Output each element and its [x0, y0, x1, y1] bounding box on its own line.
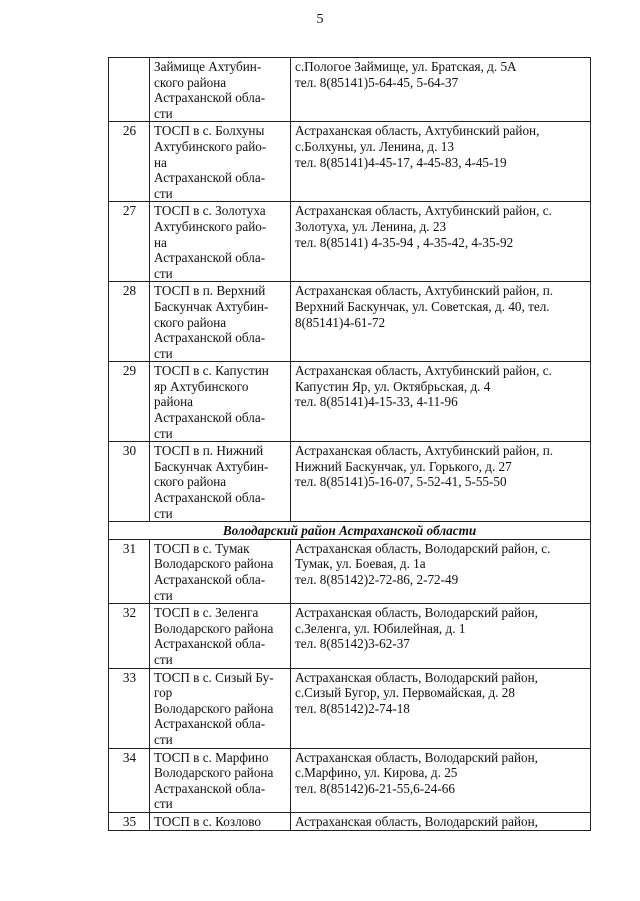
- table-row: [109, 362, 591, 442]
- table-row: [109, 282, 591, 362]
- table-row: [109, 748, 591, 812]
- table-row: [109, 539, 591, 603]
- row-number-cell: 33: [109, 668, 150, 748]
- office-name-cell: ТОСП в с. Капустин яр Ахтубинского района Астраханской обла- сти: [150, 362, 291, 442]
- section-title: Володарский район Астраханской области: [109, 522, 591, 540]
- row-number-cell: 35: [109, 812, 150, 830]
- row-number-cell: 34: [109, 748, 150, 812]
- row-number-cell: 27: [109, 202, 150, 282]
- address-cell: Астраханская область, Володарский район, с. Тумак, ул. Боевая, д. 1а тел. 8(85142)2-72-86, 2-72-49: [291, 539, 591, 603]
- row-number-cell: 30: [109, 442, 150, 522]
- office-name-cell: ТОСП в с. Сизый Бу- гор Володарского района Астраханской обла- сти: [150, 668, 291, 748]
- address-cell: Астраханская область, Володарский район, с.Сизый Бугор, ул. Первомайская, д. 28 тел. 8(85142)2-74-18: [291, 668, 591, 748]
- office-name-cell: ТОСП в п. Нижний Баскунчак Ахтубин- ского района Астраханской обла- сти: [150, 442, 291, 522]
- table-row: [109, 812, 591, 830]
- address-cell: Астраханская область, Володарский район, с.Зеленга, ул. Юбилейная, д. 1 тел. 8(85142)3-62-37: [291, 604, 591, 668]
- address-cell: Астраханская область, Ахтубинский район, п. Нижний Баскунчак, ул. Горького, д. 27 тел. 8(85141)5-16-07, 5-52-41, 5-55-50: [291, 442, 591, 522]
- row-number-cell: 29: [109, 362, 150, 442]
- table-row: [109, 442, 591, 522]
- row-number-cell: 26: [109, 122, 150, 202]
- office-name-cell: ТОСП в с. Зеленга Володарского района Астраханской обла- сти: [150, 604, 291, 668]
- section-header-row: [109, 522, 591, 540]
- row-number-cell: [109, 58, 150, 122]
- address-cell: с.Пологое Займище, ул. Братская, д. 5А тел. 8(85141)5-64-45, 5-64-37: [291, 58, 591, 122]
- address-cell: Астраханская область, Володарский район,: [291, 812, 591, 830]
- office-name-cell: ТОСП в п. Верхний Баскунчак Ахтубин- ского района Астраханской обла- сти: [150, 282, 291, 362]
- table-row: [109, 122, 591, 202]
- office-name-cell: ТОСП в с. Марфино Володарского района Астраханской обла- сти: [150, 748, 291, 812]
- address-cell: Астраханская область, Ахтубинский район, с. Золотуха, ул. Ленина, д. 23 тел. 8(85141) 4-35-94 , 4-35-42, 4-35-92: [291, 202, 591, 282]
- office-name-cell: ТОСП в с. Козлово: [150, 812, 291, 830]
- table-row: [109, 604, 591, 668]
- office-name-cell: Займище Ахтубин- ского района Астраханской обла- сти: [150, 58, 291, 122]
- office-name-cell: ТОСП в с. Золотуха Ахтубинского райо- на Астраханской обла- сти: [150, 202, 291, 282]
- address-cell: Астраханская область, Володарский район, с.Марфино, ул. Кирова, д. 25 тел. 8(85142)6-21-55,6-24-66: [291, 748, 591, 812]
- row-number-cell: 31: [109, 539, 150, 603]
- office-name-cell: ТОСП в с. Тумак Володарского района Астраханской обла- сти: [150, 539, 291, 603]
- office-name-cell: ТОСП в с. Болхуны Ахтубинского райо- на Астраханской обла- сти: [150, 122, 291, 202]
- table-row: [109, 202, 591, 282]
- page-number: 5: [316, 12, 324, 27]
- table-row: [109, 668, 591, 748]
- row-number-cell: 28: [109, 282, 150, 362]
- address-cell: Астраханская область, Ахтубинский район, п. Верхний Баскунчак, ул. Советская, д. 40, тел. 8(85141)4-61-72: [291, 282, 591, 362]
- office-table: [108, 57, 591, 831]
- row-number-cell: 32: [109, 604, 150, 668]
- address-cell: Астраханская область, Ахтубинский район, с.Болхуны, ул. Ленина, д. 13 тел. 8(85141)4-45-17, 4-45-83, 4-45-19: [291, 122, 591, 202]
- table-row: [109, 58, 591, 122]
- address-cell: Астраханская область, Ахтубинский район, с. Капустин Яр, ул. Октябрьская, д. 4 тел. 8(85141)4-15-33, 4-11-96: [291, 362, 591, 442]
